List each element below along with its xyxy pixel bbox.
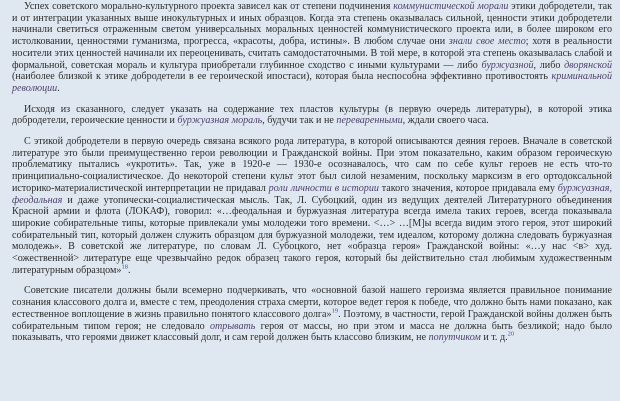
text-run: и даже утопически-социалистическая мысль. Так, Л. Субоцкий, один из ведущих деятелей Литературного объединения Красной армии и флота (ЛОКАФ), говорил: «…феодальная и буржуазная литература всегда имела таких героев, всегда показывала широкие собирательные типы, которые привлекали умы молодежи того времени. <…> …[М]ы всегда видим этого героя, этот широкий собирательный тип, который должен служить образцом для буржуазной молодежи, тем идеалом, которому должна следовать буржуазная молодежь». В советской же литературе, по словам Л. Субоцкого, нет «образца героя» Гражданской войны: «…у нас <в> худ.<ожественной> литературе еще чрезвычайно редок образец такого героя, который бы действительно стал любимым художественным литературным образцом» [12, 194, 612, 276]
emphasis-text: криминальной революции [12, 71, 612, 94]
footnote-ref-link[interactable]: 19 [331, 307, 339, 315]
paragraph [12, 285, 612, 344]
text-run: ; хотя в реальности носители этих ценностей начинали их переоценивать, считать самодостаточными. В той мере, в которой эта степень оказывалась слабой и формальной, советская мораль и культура приобретали глубинное сходство с иными культурами — либо [12, 36, 612, 71]
footnote-ref-link[interactable]: 18 [121, 263, 128, 271]
emphasis-text: попутчиком [428, 332, 481, 344]
emphasis-text: буржуазная, феодальная [12, 182, 612, 206]
text-run: Исходя из сказанного, следует указать на содержание тех пластов культуры (в первую очередь литературы), в которой этика добродетели, героические ценности и [12, 103, 612, 127]
text-run: . [127, 264, 131, 276]
paragraph [12, 1, 612, 95]
text-run: этики добродетели, так и от интеграции указанных выше инокультурных и иных образцов. Когда эта степень оказывалась сильной, ценности этики добродетели начинали светиться отраженным светом универсальных моральных ценностей коммунистического проекта или, в более широком его истолковании, ценностями гуманизма, прогресса, «красоты, добра, истины». В любом случае они [12, 1, 612, 48]
text-run: Советские писатели должны были всемерно подчеркивать, что «основной базой нашего героизма является правильное понимание сознания классового долга и, вместе с тем, преодоления страха смерти, которое ведет героя к победе, что должно быть нами показано, как естественное воплощение в жизнь правильно понятого классового долга» [12, 285, 612, 320]
text-run: такого значения, которое придавала ему [378, 182, 558, 194]
paragraph [12, 104, 612, 127]
paragraph [12, 136, 612, 276]
text-run: Успех советского морально-культурного проекта зависел как от степени подчинения [24, 1, 394, 12]
text-run: , ждали своего часа. [402, 115, 489, 127]
emphasis-text: знали свое место [448, 36, 526, 48]
emphasis-text: буржуазной [481, 59, 534, 71]
emphasis-text: дворянской [564, 59, 612, 71]
text-run: . Поэтому, в частности, герой Гражданской войны должен быть собирательным типом героя; не следовало [12, 308, 612, 332]
emphasis-text: буржуазная мораль [177, 115, 263, 127]
emphasis-text: переваренными [336, 115, 403, 127]
text-run: и т. д. [480, 332, 508, 344]
footnote-ref-link[interactable]: 20 [507, 330, 515, 338]
emphasis-text: отрывать [209, 320, 256, 332]
text-run: . [57, 82, 60, 94]
text-run: , будучи так и не [262, 115, 337, 127]
emphasis-text: роли личности в истории [268, 182, 379, 194]
text-run: героя от массы, но при этом и масса не должна быть безликой; надо было показывать, что героями движет классовый долг, и сам герой должен быть классово близким, не [12, 320, 612, 344]
text-run: С этикой добродетели в первую очередь связана всякого рода литература, в которой описываются деяния героев. Вначале в советской литературе это были преимущественно герои революции и Гражданской войны. При этом показательно, каким образом героическую проблематику пытались «укротить». Так, уже в 1920-е — 1930-е осознавалось, что сам по себе культ героев не есть что-то принципиально-социалистическое. До некоторой степени культ этот был силой незаменим, поскольку марксизм в его ортодоксальной историко-материалистической интерпретации не придавал [12, 136, 612, 194]
text-run: (наиболее близкой к этике добродетели в ее героической ипостаси), которая была неспособна эффективно противостоять [12, 71, 552, 83]
text-run: , либо [533, 59, 565, 71]
emphasis-text: коммунистической морали [393, 1, 509, 12]
